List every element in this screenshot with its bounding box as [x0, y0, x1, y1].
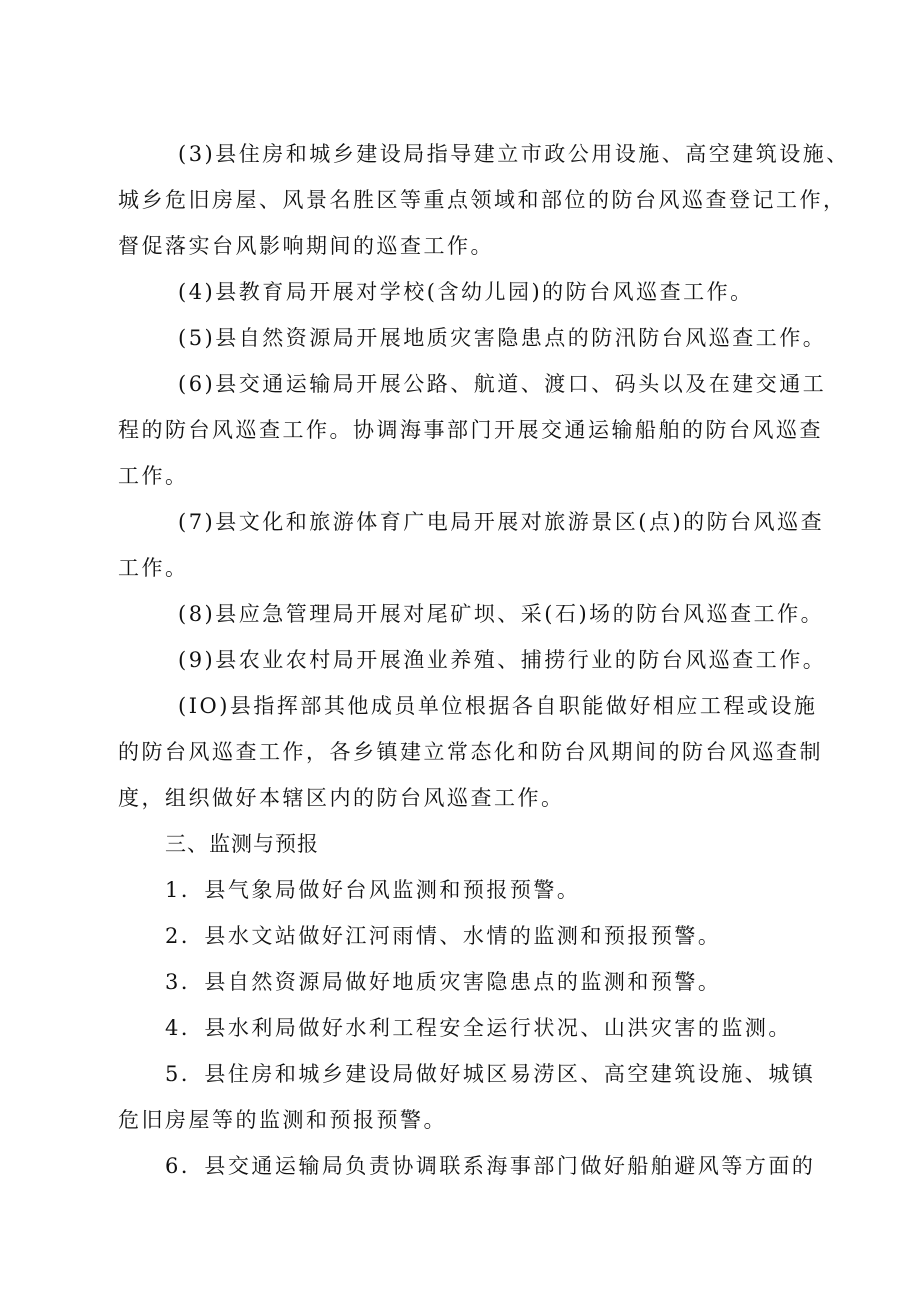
text-line-3: 督促落实台风影响期间的巡查工作。: [118, 234, 494, 258]
text-line-2: 城乡危旧房屋、风景名胜区等重点领域和部位的防台风巡查登记工作，: [118, 188, 847, 212]
text-line-5: (5)县自然资源局开展地质灾害隐患点的防汛防台风巡查工作。: [178, 326, 827, 350]
text-line-12: (9)县农业农村局开展渔业养殖、捕捞行业的防台风巡查工作。: [178, 648, 827, 672]
text-line-15: 度，组织做好本辖区内的防台风巡查工作。: [118, 786, 565, 810]
text-line-17: 1．县气象局做好台风监测和预报预警。: [165, 878, 581, 902]
text-line-19: 3．县自然资源局做好地质灾害隐患点的监测和预警。: [165, 970, 722, 994]
text-line-6: (6)县交通运输局开展公路、航道、渡口、码头以及在建交通工: [178, 372, 827, 396]
text-line-13: (IO)县指挥部其他成员单位根据各自职能做好相应工程或设施: [178, 694, 818, 718]
text-line-20: 4．县水利局做好水利工程安全运行状况、山洪灾害的监测。: [165, 1016, 792, 1040]
section-heading-monitoring: 三、监测与预报: [165, 832, 319, 856]
text-line-9: (7)县文化和旅游体育广电局开展对旅游景区(点)的防台风巡查: [178, 510, 825, 534]
text-line-8: 工作。: [118, 464, 189, 488]
text-line-21: 5．县住房和城乡建设局做好城区易涝区、高空建筑设施、城镇: [165, 1062, 816, 1086]
text-line-11: (8)县应急管理局开展对尾矿坝、采(石)场的防台风巡查工作。: [178, 602, 825, 626]
text-line-4: (4)县教育局开展对学校(含幼儿园)的防台风巡查工作。: [178, 280, 754, 304]
text-line-7: 程的防台风巡查工作。协调海事部门开展交通运输船舶的防台风巡查: [118, 418, 823, 442]
text-line-1: (3)县住房和城乡建设局指导建立市政公用设施、高空建筑设施、: [178, 142, 850, 166]
text-line-10: 工作。: [118, 556, 189, 580]
text-line-18: 2．县水文站做好江河雨情、水情的监测和预报预警。: [165, 924, 722, 948]
text-line-14: 的防台风巡查工作，各乡镇建立常态化和防台风期间的防台风巡查制: [118, 740, 823, 764]
text-line-22: 危旧房屋等的监测和预报预警。: [118, 1108, 447, 1132]
text-line-23: 6．县交通运输局负责协调联系海事部门做好船舶避风等方面的: [165, 1154, 816, 1178]
